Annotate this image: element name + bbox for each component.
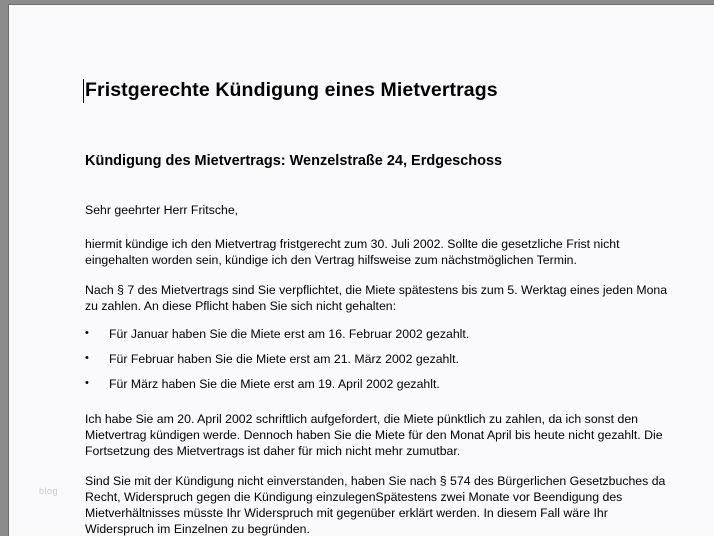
paragraph-2 [85,282,667,314]
paragraph-3-line-1: Ich habe Sie am 20. April 2002 schriftlich aufgefordert, die Miete pünktlich zu zahlen, da ich sonst den [85,412,638,426]
document-page[interactable] [8,4,714,536]
salutation: Sehr geehrter Herr Fritsche, [85,203,239,217]
list-item-text: Für Februar haben Sie die Miete erst am 21. März 2002 gezahlt. [109,352,459,366]
paragraph-4-line-2: Recht, Widerspruch gegen die Kündigung einzulegenSpätestens zwei Monate vor Beendigung des [85,490,623,504]
bullet-icon: • [85,327,89,339]
paragraph-1-line-2: eingehalten worden sein, kündige ich den Vertrag hilfsweise zum nächstmöglichen Termin. [85,253,577,267]
list-item-text: Für Januar haben Sie die Miete erst am 16. Februar 2002 gezahlt. [109,327,470,341]
paragraph-4 [85,473,665,536]
paragraph-3-line-2: Mietvertrag kündigen werde. Dennoch haben Sie die Miete für den Monat April bis heute nicht gezahlt. Die [85,428,663,442]
paragraph-4-line-4: Widerspruch im Einzelnen zu begründen. [85,522,310,536]
paragraph-1 [85,236,619,268]
document-title: Fristgerechte Kündigung eines Mietvertrags [85,79,498,101]
paragraph-1-line-1: hiermit kündige ich den Mietvertrag fristgerecht zum 30. Juli 2002. Sollte die gesetzliche Frist nicht [85,237,620,251]
subject-line: Kündigung des Mietvertrags: Wenzelstraße 24, Erdgeschoss [85,153,503,169]
watermark: blog [39,486,59,496]
paragraph-3 [85,411,663,459]
paragraph-3-line-3: Fortsetzung des Mietvertrags ist daher für mich nicht mehr zumutbar. [85,444,461,458]
paragraph-4-line-3: Mietverhältnisses müsste Ihr Widerspruch mit gegenüber erklärt werden. In diesem Fall wäre Ihr [85,506,608,520]
text-cursor [83,79,84,103]
list-item-text: Für März haben Sie die Miete erst am 19. April 2002 gezahlt. [109,377,440,391]
paragraph-2-line-2: zu zahlen. An diese Pflicht haben Sie sich nicht gehalten: [85,299,397,313]
bullet-icon: • [85,377,89,389]
bullet-icon: • [85,352,89,364]
paragraph-4-line-1: Sind Sie mit der Kündigung nicht einverstanden, haben Sie nach § 574 des Bürgerlichen Gesetzbuches da [85,474,666,488]
paragraph-2-line-1: Nach § 7 des Mietvertrags sind Sie verpflichtet, die Miete spätestens bis zum 5. Werktag eines jeden Mona [85,283,668,297]
